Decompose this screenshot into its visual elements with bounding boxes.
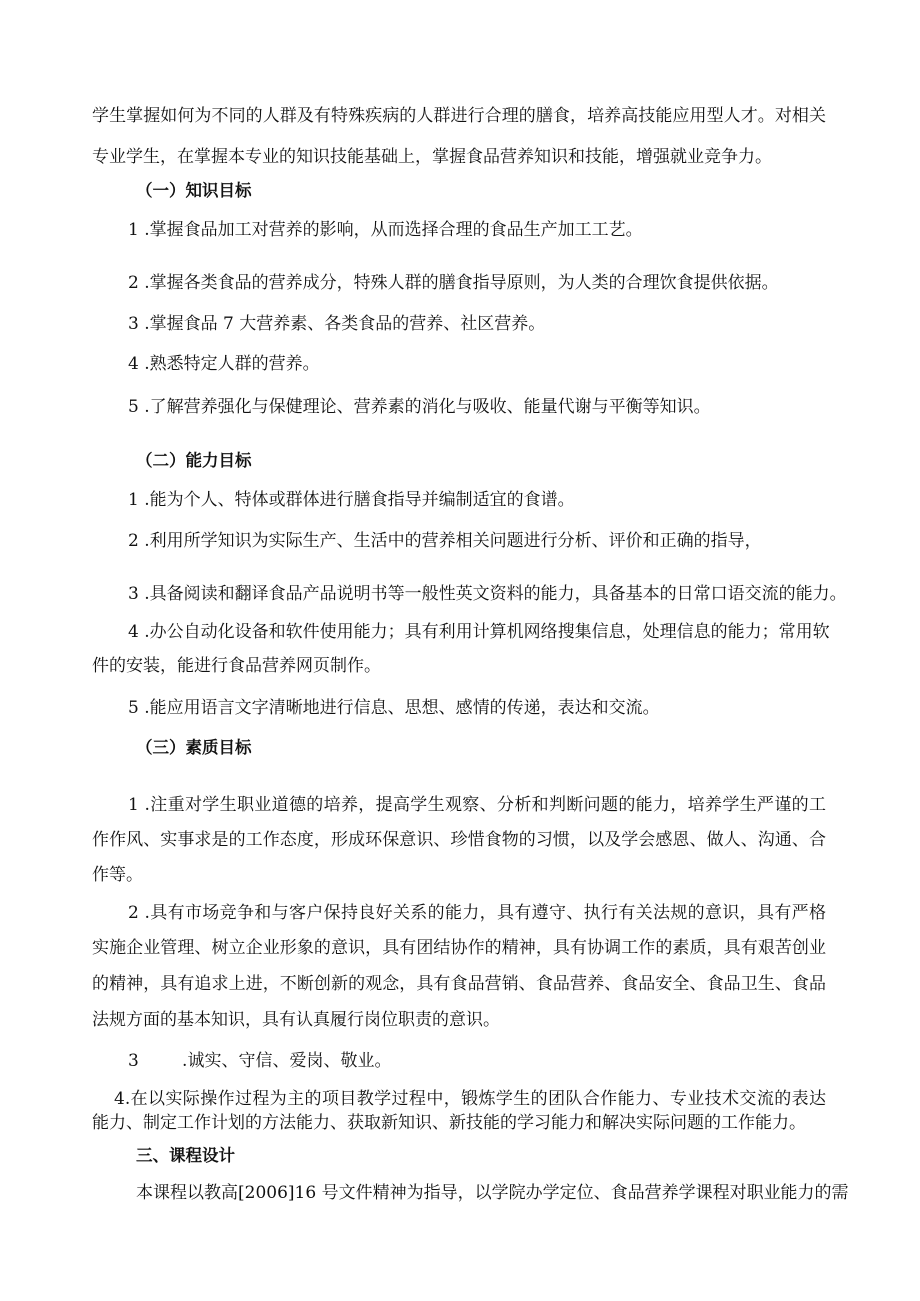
course-design-text: 本课程以教高[2006]16 号文件精神为指导，以学院办学定位、食品营养学课程对职业能力的需 bbox=[136, 1183, 849, 1203]
ability-item-3: 3 .具备阅读和翻译食品产品说明书等一般性英文资料的能力，具备基本的日常口语交流的能力。 bbox=[128, 584, 847, 604]
knowledge-item-2: 2 .掌握各类食品的营养成分，特殊人群的膳食指导原则，为人类的合理饮食提供依据。 bbox=[128, 273, 779, 293]
ability-item-5: 5 .能应用语言文字清晰地进行信息、思想、感情的传递，表达和交流。 bbox=[128, 698, 660, 718]
quality-item-4-line-1: 4.在以实际操作过程为主的项目教学过程中，锻炼学生的团队合作能力、专业技术交流的表达 bbox=[114, 1089, 826, 1109]
ability-item-1: 1 .能为个人、特体或群体进行膳食指导并编制适宜的食谱。 bbox=[128, 490, 575, 510]
knowledge-item-1: 1 .掌握食品加工对营养的影响，从而选择合理的食品生产加工工艺。 bbox=[128, 220, 643, 240]
quality-item-1-line-3: 作等。 bbox=[92, 865, 143, 885]
intro-line-1: 学生掌握如何为不同的人群及有特殊疾病的人群进行合理的膳食，培养高技能应用型人才。对相关 bbox=[92, 106, 826, 126]
quality-item-2-line-1: 2 .具有市场竞争和与客户保持良好关系的能力，具有遵守、执行有关法规的意识，具有严格 bbox=[128, 903, 826, 923]
knowledge-heading: （一）知识目标 bbox=[136, 181, 252, 200]
quality-item-3: 3 .诚实、守信、爱岗、敬业。 bbox=[128, 1051, 392, 1071]
ability-heading: （二）能力目标 bbox=[136, 451, 252, 470]
ability-item-2: 2 .利用所学知识为实际生产、生活中的营养相关问题进行分析、评价和正确的指导， bbox=[128, 531, 762, 551]
quality-item-2-line-3: 的精神，具有追求上进，不断创新的观念，具有食品营销、食品营养、食品安全、食品卫生、食品 bbox=[92, 974, 826, 994]
ability-item-4-line-2: 件的安装，能进行食品营养网页制作。 bbox=[92, 656, 381, 676]
quality-item-1-line-1: 1 .注重对学生职业道德的培养，提高学生观察、分析和判断问题的能力，培养学生严谨的工 bbox=[128, 795, 826, 815]
knowledge-item-3: 3 .掌握食品 7 大营养素、各类食品的营养、社区营养。 bbox=[128, 314, 546, 334]
quality-item-2-line-4: 法规方面的基本知识，具有认真履行岗位职责的意识。 bbox=[92, 1010, 500, 1030]
knowledge-item-5: 5 .了解营养强化与保健理论、营养素的消化与吸收、能量代谢与平衡等知识。 bbox=[128, 397, 711, 417]
ability-item-4-line-1: 4 .办公自动化设备和软件使用能力；具有利用计算机网络搜集信息，处理信息的能力；常用软 bbox=[128, 622, 830, 642]
course-design-heading: 三、课程设计 bbox=[136, 1146, 235, 1165]
intro-line-2: 专业学生，在掌握本专业的知识技能基础上，掌握食品营养知识和技能，增强就业竞争力。 bbox=[92, 147, 772, 167]
knowledge-item-4: 4 .熟悉特定人群的营养。 bbox=[128, 354, 320, 374]
quality-item-2-line-2: 实施企业管理、树立企业形象的意识，具有团结协作的精神，具有协调工作的素质，具有艰苦创业 bbox=[92, 938, 826, 958]
quality-item-4-line-2: 能力、制定工作计划的方法能力、获取新知识、新技能的学习能力和解决实际问题的工作能力。 bbox=[92, 1113, 806, 1133]
quality-heading: （三）素质目标 bbox=[136, 738, 252, 757]
quality-item-1-line-2: 作作风、实事求是的工作态度，形成环保意识、珍惜食物的习惯，以及学会感恩、做人、沟通、合 bbox=[92, 830, 826, 850]
